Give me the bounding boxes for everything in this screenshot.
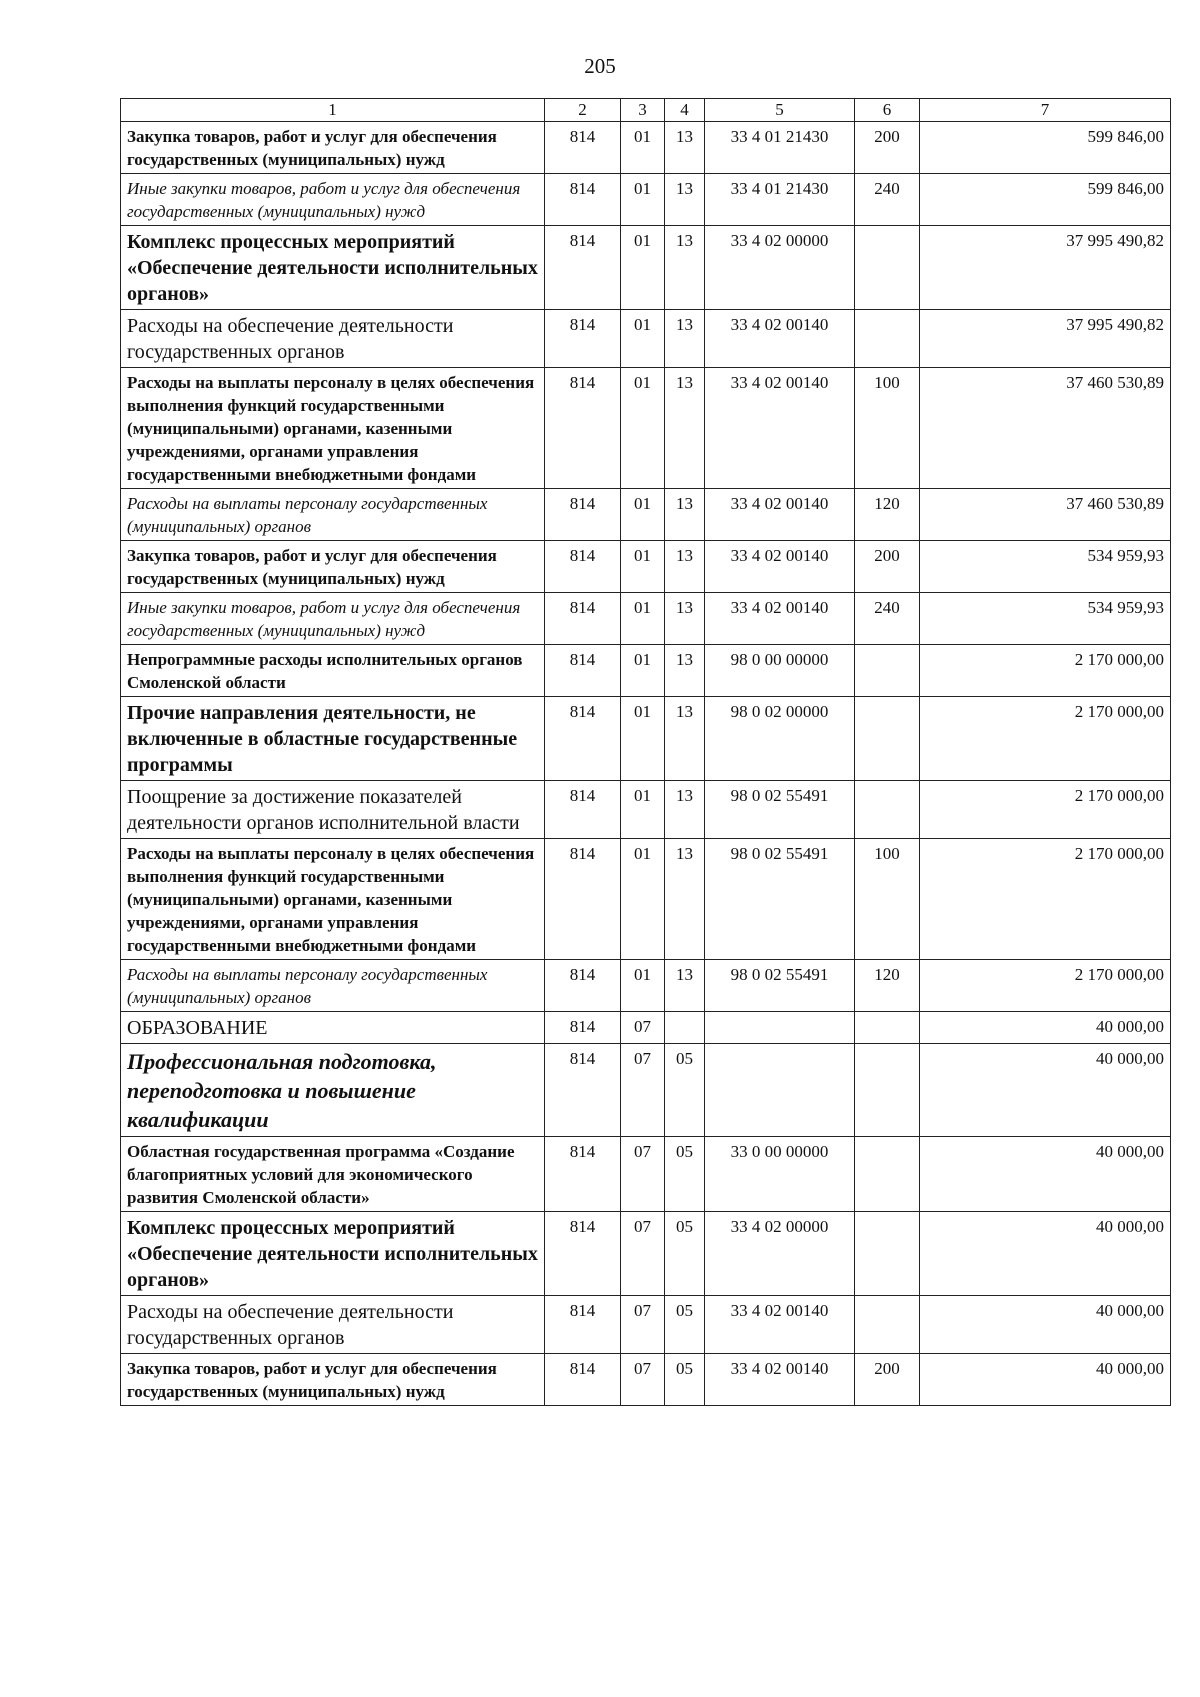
- row-col2-cell: 814: [545, 122, 621, 174]
- table-row: [121, 697, 1171, 781]
- row-col6-cell: [855, 645, 920, 697]
- row-col3-cell: 07: [621, 1212, 665, 1296]
- row-col3-cell: 07: [621, 1354, 665, 1406]
- row-col4-cell: 05: [665, 1044, 705, 1137]
- table-row: [121, 226, 1171, 310]
- row-col3-cell: 01: [621, 174, 665, 226]
- table-row: [121, 645, 1171, 697]
- row-col5-cell: [705, 1012, 855, 1044]
- row-col3-cell: 01: [621, 122, 665, 174]
- row-amount-cell: 40 000,00: [920, 1012, 1171, 1044]
- row-name-cell: Непрограммные расходы исполнительных органов Смоленской области: [121, 645, 545, 697]
- row-col4-cell: 13: [665, 593, 705, 645]
- row-col4-cell: [665, 1012, 705, 1044]
- row-col6-cell: 200: [855, 1354, 920, 1406]
- row-col4-cell: 05: [665, 1212, 705, 1296]
- row-col6-cell: 240: [855, 174, 920, 226]
- row-name-cell: Закупка товаров, работ и услуг для обеспечения государственных (муниципальных) нужд: [121, 122, 545, 174]
- budget-table: [120, 98, 1171, 1406]
- row-col4-cell: 13: [665, 697, 705, 781]
- row-col6-cell: 200: [855, 541, 920, 593]
- table-body: [121, 99, 1171, 1406]
- row-col5-cell: 33 4 02 00000: [705, 226, 855, 310]
- row-col5-cell: 98 0 02 55491: [705, 839, 855, 960]
- table-row: [121, 1137, 1171, 1212]
- row-col5-cell: [705, 1044, 855, 1137]
- row-col4-cell: 13: [665, 960, 705, 1012]
- row-col2-cell: 814: [545, 960, 621, 1012]
- row-amount-cell: 534 959,93: [920, 541, 1171, 593]
- table-row: [121, 960, 1171, 1012]
- row-col2-cell: 814: [545, 226, 621, 310]
- row-col4-cell: 05: [665, 1296, 705, 1354]
- row-amount-cell: 40 000,00: [920, 1212, 1171, 1296]
- row-col6-cell: [855, 310, 920, 368]
- row-col5-cell: 33 4 02 00140: [705, 1296, 855, 1354]
- row-col3-cell: 07: [621, 1044, 665, 1137]
- row-col5-cell: 33 4 02 00140: [705, 593, 855, 645]
- row-col5-cell: 98 0 02 00000: [705, 697, 855, 781]
- row-amount-cell: 534 959,93: [920, 593, 1171, 645]
- row-name-cell: Иные закупки товаров, работ и услуг для обеспечения государственных (муниципальных) нужд: [121, 593, 545, 645]
- row-col5-cell: 33 4 01 21430: [705, 122, 855, 174]
- row-amount-cell: 37 995 490,82: [920, 310, 1171, 368]
- row-amount-cell: 2 170 000,00: [920, 839, 1171, 960]
- row-name-cell: Прочие направления деятельности, не включенные в областные государственные программы: [121, 697, 545, 781]
- row-amount-cell: 599 846,00: [920, 174, 1171, 226]
- row-col5-cell: 98 0 02 55491: [705, 781, 855, 839]
- row-col5-cell: 33 4 02 00140: [705, 310, 855, 368]
- row-amount-cell: 40 000,00: [920, 1296, 1171, 1354]
- row-col6-cell: 120: [855, 960, 920, 1012]
- row-col4-cell: 13: [665, 310, 705, 368]
- row-col6-cell: [855, 1296, 920, 1354]
- row-col3-cell: 01: [621, 697, 665, 781]
- row-col2-cell: 814: [545, 1296, 621, 1354]
- row-col6-cell: [855, 1137, 920, 1212]
- table-row: [121, 593, 1171, 645]
- row-name-cell: Комплекс процессных мероприятий «Обеспечение деятельности исполнительных органов»: [121, 1212, 545, 1296]
- table-row: [121, 541, 1171, 593]
- row-col5-cell: 33 4 02 00140: [705, 1354, 855, 1406]
- table-row: [121, 781, 1171, 839]
- row-col5-cell: 33 4 02 00140: [705, 489, 855, 541]
- row-col4-cell: 13: [665, 174, 705, 226]
- row-amount-cell: 2 170 000,00: [920, 781, 1171, 839]
- table-row: [121, 174, 1171, 226]
- row-col6-cell: 100: [855, 368, 920, 489]
- row-name-cell: Областная государственная программа «Создание благоприятных условий для экономического развития Смоленской области»: [121, 1137, 545, 1212]
- row-col2-cell: 814: [545, 645, 621, 697]
- row-col2-cell: 814: [545, 697, 621, 781]
- row-col2-cell: 814: [545, 174, 621, 226]
- header-cell-4: 4: [665, 99, 705, 122]
- row-amount-cell: 599 846,00: [920, 122, 1171, 174]
- table-row: [121, 1212, 1171, 1296]
- row-col3-cell: 01: [621, 489, 665, 541]
- row-name-cell: Расходы на выплаты персоналу в целях обеспечения выполнения функций государственными (муниципальными) органами, казенными учреждениями, органами управления государственными внебюджетными фондами: [121, 839, 545, 960]
- header-cell-2: 2: [545, 99, 621, 122]
- header-cell-6: 6: [855, 99, 920, 122]
- row-name-cell: Расходы на обеспечение деятельности государственных органов: [121, 310, 545, 368]
- row-col3-cell: 07: [621, 1137, 665, 1212]
- row-col2-cell: 814: [545, 1137, 621, 1212]
- page-number: 205: [584, 54, 616, 78]
- row-col4-cell: 05: [665, 1354, 705, 1406]
- row-col6-cell: [855, 1212, 920, 1296]
- row-col3-cell: 01: [621, 310, 665, 368]
- row-col4-cell: 13: [665, 489, 705, 541]
- row-col4-cell: 13: [665, 122, 705, 174]
- row-amount-cell: 2 170 000,00: [920, 960, 1171, 1012]
- row-col5-cell: 33 4 02 00140: [705, 541, 855, 593]
- row-col3-cell: 01: [621, 368, 665, 489]
- row-col5-cell: 33 4 01 21430: [705, 174, 855, 226]
- row-amount-cell: 40 000,00: [920, 1137, 1171, 1212]
- row-amount-cell: 37 460 530,89: [920, 489, 1171, 541]
- row-col2-cell: 814: [545, 839, 621, 960]
- row-name-cell: Расходы на выплаты персоналу государственных (муниципальных) органов: [121, 960, 545, 1012]
- row-name-cell: Закупка товаров, работ и услуг для обеспечения государственных (муниципальных) нужд: [121, 1354, 545, 1406]
- row-name-cell: Поощрение за достижение показателей деятельности органов исполнительной власти: [121, 781, 545, 839]
- row-amount-cell: 37 460 530,89: [920, 368, 1171, 489]
- row-col6-cell: [855, 1044, 920, 1137]
- row-col2-cell: 814: [545, 1012, 621, 1044]
- header-cell-3: 3: [621, 99, 665, 122]
- row-col3-cell: 01: [621, 226, 665, 310]
- table-row: [121, 122, 1171, 174]
- header-cell-7: 7: [920, 99, 1171, 122]
- header-cell-1: 1: [121, 99, 545, 122]
- row-col6-cell: 240: [855, 593, 920, 645]
- table-row: [121, 1012, 1171, 1044]
- table-row: [121, 310, 1171, 368]
- row-col3-cell: 01: [621, 960, 665, 1012]
- row-col4-cell: 13: [665, 541, 705, 593]
- row-col5-cell: 98 0 00 00000: [705, 645, 855, 697]
- row-col4-cell: 13: [665, 226, 705, 310]
- row-col6-cell: [855, 1012, 920, 1044]
- table-row: [121, 489, 1171, 541]
- row-col2-cell: 814: [545, 1044, 621, 1137]
- row-col5-cell: 33 4 02 00140: [705, 368, 855, 489]
- row-name-cell: Комплекс процессных мероприятий «Обеспечение деятельности исполнительных органов»: [121, 226, 545, 310]
- table-row: [121, 1044, 1171, 1137]
- table-row: [121, 1296, 1171, 1354]
- row-name-cell: Профессиональная подготовка, переподготовка и повышение квалификации: [121, 1044, 545, 1137]
- row-name-cell: Расходы на обеспечение деятельности государственных органов: [121, 1296, 545, 1354]
- row-col2-cell: 814: [545, 368, 621, 489]
- row-col2-cell: 814: [545, 489, 621, 541]
- row-col6-cell: 200: [855, 122, 920, 174]
- row-col4-cell: 13: [665, 645, 705, 697]
- row-col3-cell: 01: [621, 593, 665, 645]
- table-row: [121, 1354, 1171, 1406]
- row-col5-cell: 33 0 00 00000: [705, 1137, 855, 1212]
- row-col6-cell: [855, 781, 920, 839]
- row-col6-cell: [855, 697, 920, 781]
- header-cell-5: 5: [705, 99, 855, 122]
- table-row: [121, 839, 1171, 960]
- row-col2-cell: 814: [545, 1354, 621, 1406]
- row-col3-cell: 01: [621, 645, 665, 697]
- row-name-cell: Расходы на выплаты персоналу в целях обеспечения выполнения функций государственными (муниципальными) органами, казенными учреждениями, органами управления государственными внебюджетными фондами: [121, 368, 545, 489]
- row-name-cell: Иные закупки товаров, работ и услуг для обеспечения государственных (муниципальных) нужд: [121, 174, 545, 226]
- row-col5-cell: 33 4 02 00000: [705, 1212, 855, 1296]
- row-amount-cell: 40 000,00: [920, 1044, 1171, 1137]
- row-col5-cell: 98 0 02 55491: [705, 960, 855, 1012]
- row-col2-cell: 814: [545, 1212, 621, 1296]
- row-col2-cell: 814: [545, 593, 621, 645]
- row-amount-cell: 2 170 000,00: [920, 645, 1171, 697]
- row-col4-cell: 13: [665, 368, 705, 489]
- table-row: [121, 368, 1171, 489]
- row-col6-cell: 120: [855, 489, 920, 541]
- row-col2-cell: 814: [545, 781, 621, 839]
- row-col4-cell: 13: [665, 839, 705, 960]
- header-row: [121, 99, 1171, 122]
- row-col3-cell: 07: [621, 1012, 665, 1044]
- row-col3-cell: 01: [621, 839, 665, 960]
- row-col3-cell: 01: [621, 541, 665, 593]
- row-col3-cell: 01: [621, 781, 665, 839]
- row-name-cell: Расходы на выплаты персоналу государственных (муниципальных) органов: [121, 489, 545, 541]
- row-amount-cell: 37 995 490,82: [920, 226, 1171, 310]
- row-name-cell: ОБРАЗОВАНИЕ: [121, 1012, 545, 1044]
- row-amount-cell: 40 000,00: [920, 1354, 1171, 1406]
- row-amount-cell: 2 170 000,00: [920, 697, 1171, 781]
- row-col2-cell: 814: [545, 310, 621, 368]
- row-col6-cell: 100: [855, 839, 920, 960]
- row-col4-cell: 05: [665, 1137, 705, 1212]
- row-col3-cell: 07: [621, 1296, 665, 1354]
- row-col4-cell: 13: [665, 781, 705, 839]
- row-name-cell: Закупка товаров, работ и услуг для обеспечения государственных (муниципальных) нужд: [121, 541, 545, 593]
- row-col6-cell: [855, 226, 920, 310]
- row-col2-cell: 814: [545, 541, 621, 593]
